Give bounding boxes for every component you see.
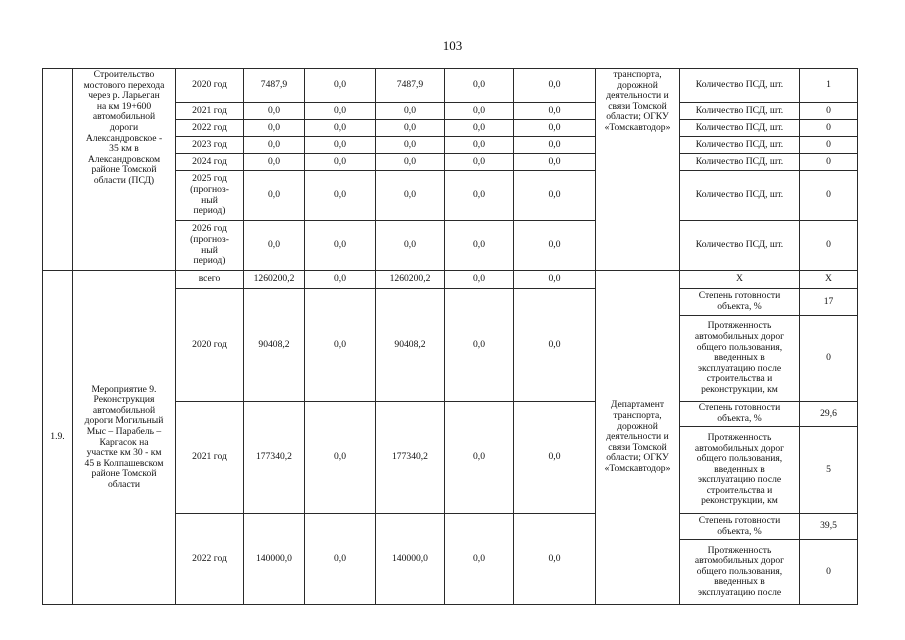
amount-cell: 0,0 <box>375 119 445 137</box>
indicator-name-cell: Количество ПСД, шт. <box>679 102 800 120</box>
amount-cell: 0,0 <box>243 170 305 221</box>
amount-cell: 177340,2 <box>243 401 305 514</box>
amount-cell: 1260200,2 <box>243 270 305 289</box>
indicator-value-cell: 29,6 <box>799 401 858 427</box>
amount-cell: 0,0 <box>304 119 376 137</box>
amount-cell: 0,0 <box>375 170 445 221</box>
amount-cell: 0,0 <box>375 153 445 171</box>
amount-cell: 0,0 <box>513 288 596 402</box>
amount-cell: 0,0 <box>304 102 376 120</box>
amount-cell: 0,0 <box>444 119 514 137</box>
indicator-value-cell: 0 <box>799 315 858 402</box>
indicator-value-cell: 17 <box>799 288 858 316</box>
row-number-cell: 1.9. <box>42 270 73 605</box>
amount-cell: 0,0 <box>375 136 445 154</box>
amount-cell: 1260200,2 <box>375 270 445 289</box>
amount-cell: 0,0 <box>304 288 376 402</box>
amount-cell: 0,0 <box>243 220 305 271</box>
amount-cell: 0,0 <box>444 401 514 514</box>
indicator-name-cell: Количество ПСД, шт. <box>679 136 800 154</box>
amount-cell: 0,0 <box>304 170 376 221</box>
page-number: 103 <box>442 38 463 53</box>
year-cell: 2023 год <box>175 136 244 154</box>
amount-cell: 0,0 <box>444 136 514 154</box>
indicator-name-cell: Количество ПСД, шт. <box>679 68 800 103</box>
amount-cell: 0,0 <box>444 170 514 221</box>
amount-cell: 0,0 <box>304 136 376 154</box>
indicator-value-cell: 5 <box>799 426 858 514</box>
indicator-value-cell: 0 <box>799 153 858 171</box>
amount-cell: 0,0 <box>513 119 596 137</box>
indicator-value-cell: 0 <box>799 119 858 137</box>
amount-cell: 177340,2 <box>375 401 445 514</box>
indicator-name-cell: Степень готовности объекта, % <box>679 288 800 316</box>
amount-cell: 0,0 <box>513 68 596 103</box>
amount-cell: 0,0 <box>304 68 376 103</box>
amount-cell: 0,0 <box>444 513 514 605</box>
amount-cell: 0,0 <box>513 270 596 289</box>
year-cell: 2020 год <box>175 68 244 103</box>
indicator-name-cell: Количество ПСД, шт. <box>679 153 800 171</box>
amount-cell: 0,0 <box>444 220 514 271</box>
amount-cell: 90408,2 <box>375 288 445 402</box>
indicator-name-cell: Степень готовности объекта, % <box>679 513 800 540</box>
amount-cell: 0,0 <box>444 288 514 402</box>
indicator-value-cell: 0 <box>799 136 858 154</box>
amount-cell: 0,0 <box>375 102 445 120</box>
year-cell: 2026 год (прогноз- ный период) <box>175 220 244 271</box>
amount-cell: 90408,2 <box>243 288 305 402</box>
indicator-value-cell: 0 <box>799 170 858 221</box>
amount-cell: 7487,9 <box>243 68 305 103</box>
year-cell: 2022 год <box>175 119 244 137</box>
year-cell: 2024 год <box>175 153 244 171</box>
amount-cell: 0,0 <box>444 153 514 171</box>
indicator-value-cell: 0 <box>799 102 858 120</box>
indicator-value-cell: 1 <box>799 68 858 103</box>
amount-cell: 0,0 <box>304 153 376 171</box>
amount-cell: 0,0 <box>513 153 596 171</box>
amount-cell: 0,0 <box>513 513 596 605</box>
indicator-value-cell: 0 <box>799 539 858 605</box>
indicator-name-cell: Количество ПСД, шт. <box>679 119 800 137</box>
year-cell: 2021 год <box>175 401 244 514</box>
amount-cell: 0,0 <box>304 270 376 289</box>
measure-name-cell: Строительство мостового перехода через р. Ларьеган на км 19+600 автомобильной дороги Александровское - 35 км в Александровском районе Томской области (ПСД) <box>72 68 176 271</box>
indicator-value-cell: 39,5 <box>799 513 858 540</box>
amount-cell: 140000,0 <box>243 513 305 605</box>
amount-cell: 0,0 <box>243 136 305 154</box>
year-cell: 2022 год <box>175 513 244 605</box>
amount-cell: 0,0 <box>444 270 514 289</box>
amount-cell: 0,0 <box>444 68 514 103</box>
row-number-cell <box>42 68 73 271</box>
amount-cell: 140000,0 <box>375 513 445 605</box>
amount-cell: 0,0 <box>513 170 596 221</box>
amount-cell: 0,0 <box>513 220 596 271</box>
executor-cell: Департамент транспорта, дорожной деятельности и связи Томской области; ОГКУ «Томскавтодор» <box>595 270 680 605</box>
indicator-name-cell: Количество ПСД, шт. <box>679 170 800 221</box>
indicator-name-cell: Количество ПСД, шт. <box>679 220 800 271</box>
amount-cell: 0,0 <box>513 136 596 154</box>
amount-cell: 0,0 <box>243 119 305 137</box>
year-cell: всего <box>175 270 244 289</box>
executor-cell: транспорта, дорожной деятельности и связи Томской области; ОГКУ «Томскавтодор» <box>595 68 680 271</box>
amount-cell: 0,0 <box>304 220 376 271</box>
indicator-name-cell: X <box>679 270 800 289</box>
amount-cell: 0,0 <box>243 102 305 120</box>
indicator-name-cell: Протяженность автомобильных дорог общего пользования, введенных в эксплуатацию после <box>679 539 800 605</box>
year-cell: 2020 год <box>175 288 244 402</box>
amount-cell: 0,0 <box>444 102 514 120</box>
amount-cell: 0,0 <box>513 401 596 514</box>
indicator-name-cell: Протяженность автомобильных дорог общего пользования, введенных в эксплуатацию после строительства и реконструкции, км <box>679 426 800 514</box>
year-cell: 2021 год <box>175 102 244 120</box>
amount-cell: 7487,9 <box>375 68 445 103</box>
indicator-name-cell: Степень готовности объекта, % <box>679 401 800 427</box>
amount-cell: 0,0 <box>243 153 305 171</box>
amount-cell: 0,0 <box>304 401 376 514</box>
indicator-value-cell: X <box>799 270 858 289</box>
amount-cell: 0,0 <box>513 102 596 120</box>
indicator-name-cell: Протяженность автомобильных дорог общего пользования, введенных в эксплуатацию после строительства и реконструкции, км <box>679 315 800 402</box>
amount-cell: 0,0 <box>304 513 376 605</box>
measure-name-cell: Мероприятие 9. Реконструкция автомобильной дороги Могильный Мыс – Парабель – Каргасок на участке км 30 - км 45 в Колпашевском районе Томской области <box>72 270 176 605</box>
year-cell: 2025 год (прогноз- ный период) <box>175 170 244 221</box>
indicator-value-cell: 0 <box>799 220 858 271</box>
amount-cell: 0,0 <box>375 220 445 271</box>
